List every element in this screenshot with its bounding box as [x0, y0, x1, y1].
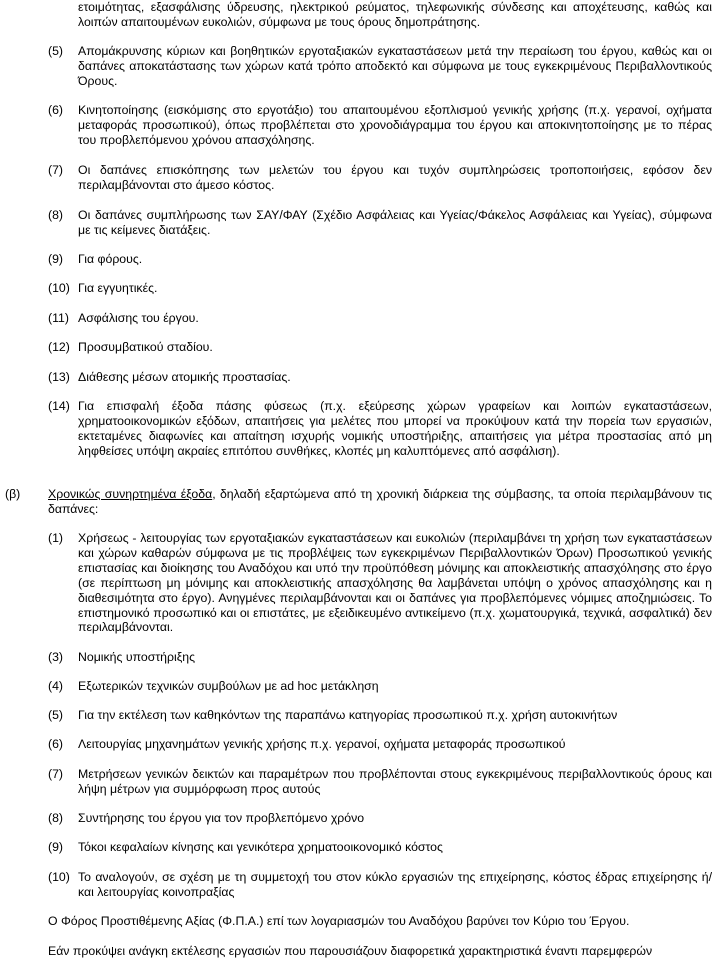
section-intro-text: , δηλαδή εξαρτώμενα από τη χρονική διάρκεια της σύμβασης, τα οποία περιλαμβάνουν τις δαπάνες: — [48, 487, 712, 516]
list-item-text: Οι δαπάνες επισκόπησης των μελετών του έργου και τυχόν συμπληρώσεις τροποποιήσεις, εφόσον δεν περιλαμβάνονται στο άμεσο κόστος. — [78, 163, 712, 192]
closing-paragraph-truncated: Εάν προκύψει ανάγκη εκτέλεσης εργασιών που παρουσιάζουν διαφορετικά χαρακτηριστικά έναντι παρεμφερών — [48, 944, 653, 958]
list-item-number: (11) — [48, 311, 69, 325]
list-item-text: Κινητοποίησης (εισκόμισης στο εργοτάξιο) του απαιτουμένου εξοπλισμού γενικής χρήσης (π.χ. γερανοί, οχήματα μεταφοράς προσωπικού), όπως προβλέπεται στο χρονοδιάγραμμα του έργου και αποκινητοποίησης με το πέρας του προβλεπόμενου χρόνου απασχόλησης. — [78, 103, 712, 147]
list-item-number: (6) — [48, 737, 64, 751]
list-item-number: (8) — [48, 208, 64, 222]
closing-paragraph: Ο Φόρος Προστιθέμενης Αξίας (Φ.Π.Α.) επί των λογαριασμών του Αναδόχου βαρύνει τον Κύριο του Έργου. — [48, 914, 630, 928]
list-item-number: (4) — [48, 679, 64, 693]
list-item-text: Για φόρους. — [78, 252, 143, 266]
list-item-number: (8) — [48, 811, 64, 825]
list-item-text: Νομικής υποστήριξης — [78, 650, 196, 664]
list-item-text: Χρήσεως - λειτουργίας των εργοταξιακών εγκαταστάσεων και ευκολιών (περιλαμβάνει τη χρήση των εγκαταστάσεων και χώρων καθαρών σύμφωνα με τις προβλέψεις των εγκεκριμένων Περιβαλλοντικών Όρων) Προσωπικού γενικής επιστασίας και διοίκησης του Αναδόχου και υπό την προϋπόθεση μόνιμης και αποκλειστικής απασχόλησης στο έργο (σε περίπτωση μη μόνιμης και αποκλειστικής απασχόλησης θα λαμβάνεται υπόψη ο χρόνος απασχόλησης και η διαθεσιμότητα στο έργο). Ανηγμένες περιλαμβάνονται και οι δαπάνες για προβλεπόμενες νόμιμες αποζημιώσεις. Το επιστημονικό προσωπικό και οι επιστάτες, με εξειδικευμένο αντικείμενο (π.χ. χωματουργικά, τεχνικά, ασφαλτικά) δεν περιλαμβάνονται. — [78, 531, 712, 635]
section-label: (β) — [5, 487, 21, 501]
list-item-text: Διάθεσης μέσων ατομικής προστασίας. — [78, 370, 291, 384]
list-item-number: (3) — [48, 650, 64, 664]
list-item-number: (5) — [48, 44, 64, 58]
list-item-text: Συντήρησης του έργου για τον προβλεπόμενο χρόνο — [78, 811, 365, 825]
list-item-text: Για την εκτέλεση των καθηκόντων της παραπάνω κατηγορίας προσωπικού π.χ. χρήση αυτοκινήτων — [78, 708, 618, 722]
list-item-number: (10) — [48, 281, 70, 295]
section-intro — [48, 487, 712, 517]
list-item-text: Για επισφαλή έξοδα πάσης φύσεως (π.χ. εξεύρεσης χώρων γραφείων και λοιπών εγκαταστάσεων, χρηματοοικονομικών εξόδων, απαιτήσεις για μελέτες που μπορεί να προκύψουν κατά την πορεία των εργασιών, εκτεταμένες διαφωνίες και απαίτηση ισχυρής νομικής υποστήριξης, απαιτήσεις για μέτρα προστασίας από μη ληφθείσες υπόψη ακραίες επιτόπου συνθήκες, κλοπές μη καλυπτόμενες από ασφάλιση). — [78, 399, 712, 458]
list-item-text: Τόκοι κεφαλαίων κίνησης και γενικότερα χρηματοοικονομικό κόστος — [78, 840, 443, 854]
list-item-number: (7) — [48, 767, 64, 781]
list-item-number: (9) — [48, 840, 64, 854]
section-title: Χρονικώς συνηρτημένα έξοδα — [48, 487, 213, 501]
list-item-text: Ασφάλισης του έργου. — [78, 311, 199, 325]
list-item-text: Λειτουργίας μηχανημάτων γενικής χρήσης π.χ. γερανοί, οχήματα μεταφοράς προσωπικού — [78, 737, 566, 751]
list-item-number: (5) — [48, 708, 64, 722]
list-item-number: (1) — [48, 531, 64, 545]
list-item-number: (9) — [48, 252, 64, 266]
list-item-text: Απομάκρυνσης κύριων και βοηθητικών εργοταξιακών εγκαταστάσεων μετά την περαίωση του έργου, καθώς και οι δαπάνες αποκατάστασης των χώρων κατά τρόπο αποδεκτό και σύμφωνα με τους εγκεκριμένους Περιβαλλοντικούς Όρους. — [78, 44, 712, 88]
list-item-text: Μετρήσεων γενικών δεικτών και παραμέτρων που προβλέπονται στους εγκεκριμένους περιβαλλοντικούς όρους και λήψη μέτρων για συμμόρφωση προς αυτούς — [78, 767, 712, 796]
list-item-text: Εξωτερικών τεχνικών συμβούλων με ad hoc μετάκληση — [78, 679, 379, 693]
list-item-number: (7) — [48, 163, 64, 177]
list-item-text: Για εγγυητικές. — [78, 281, 158, 295]
list-item-number: (14) — [48, 399, 70, 413]
list-item-number: (6) — [48, 103, 64, 117]
list-item-text: Προσυμβατικού σταδίου. — [78, 340, 213, 354]
list-item-number: (13) — [48, 370, 70, 384]
list-item-number: (10) — [48, 870, 70, 884]
top-continuation-text: ετοιμότητας, εξασφάλισης ύδρευσης, ηλεκτρικού ρεύματος, τηλεφωνικής σύνδεσης και αποχέτευσης, καθώς και λοιπών απαιτουμένων ευκολιών, σύμφωνα με τους όρους δημοπράτησης. — [78, 0, 712, 29]
list-item-text: Το αναλογούν, σε σχέση με τη συμμετοχή του στον κύκλο εργασιών της επιχείρησης, κόστος έδρας επιχείρησης ή/και λειτουργίας κοινοπραξίας — [78, 870, 712, 899]
list-item-text: Οι δαπάνες συμπλήρωσης των ΣΑΥ/ΦΑΥ (Σχέδιο Ασφάλειας και Υγείας/Φάκελος Ασφάλειας και Υγείας), σύμφωνα με τις κείμενες διατάξεις. — [78, 208, 712, 237]
list-item-number: (12) — [48, 340, 70, 354]
